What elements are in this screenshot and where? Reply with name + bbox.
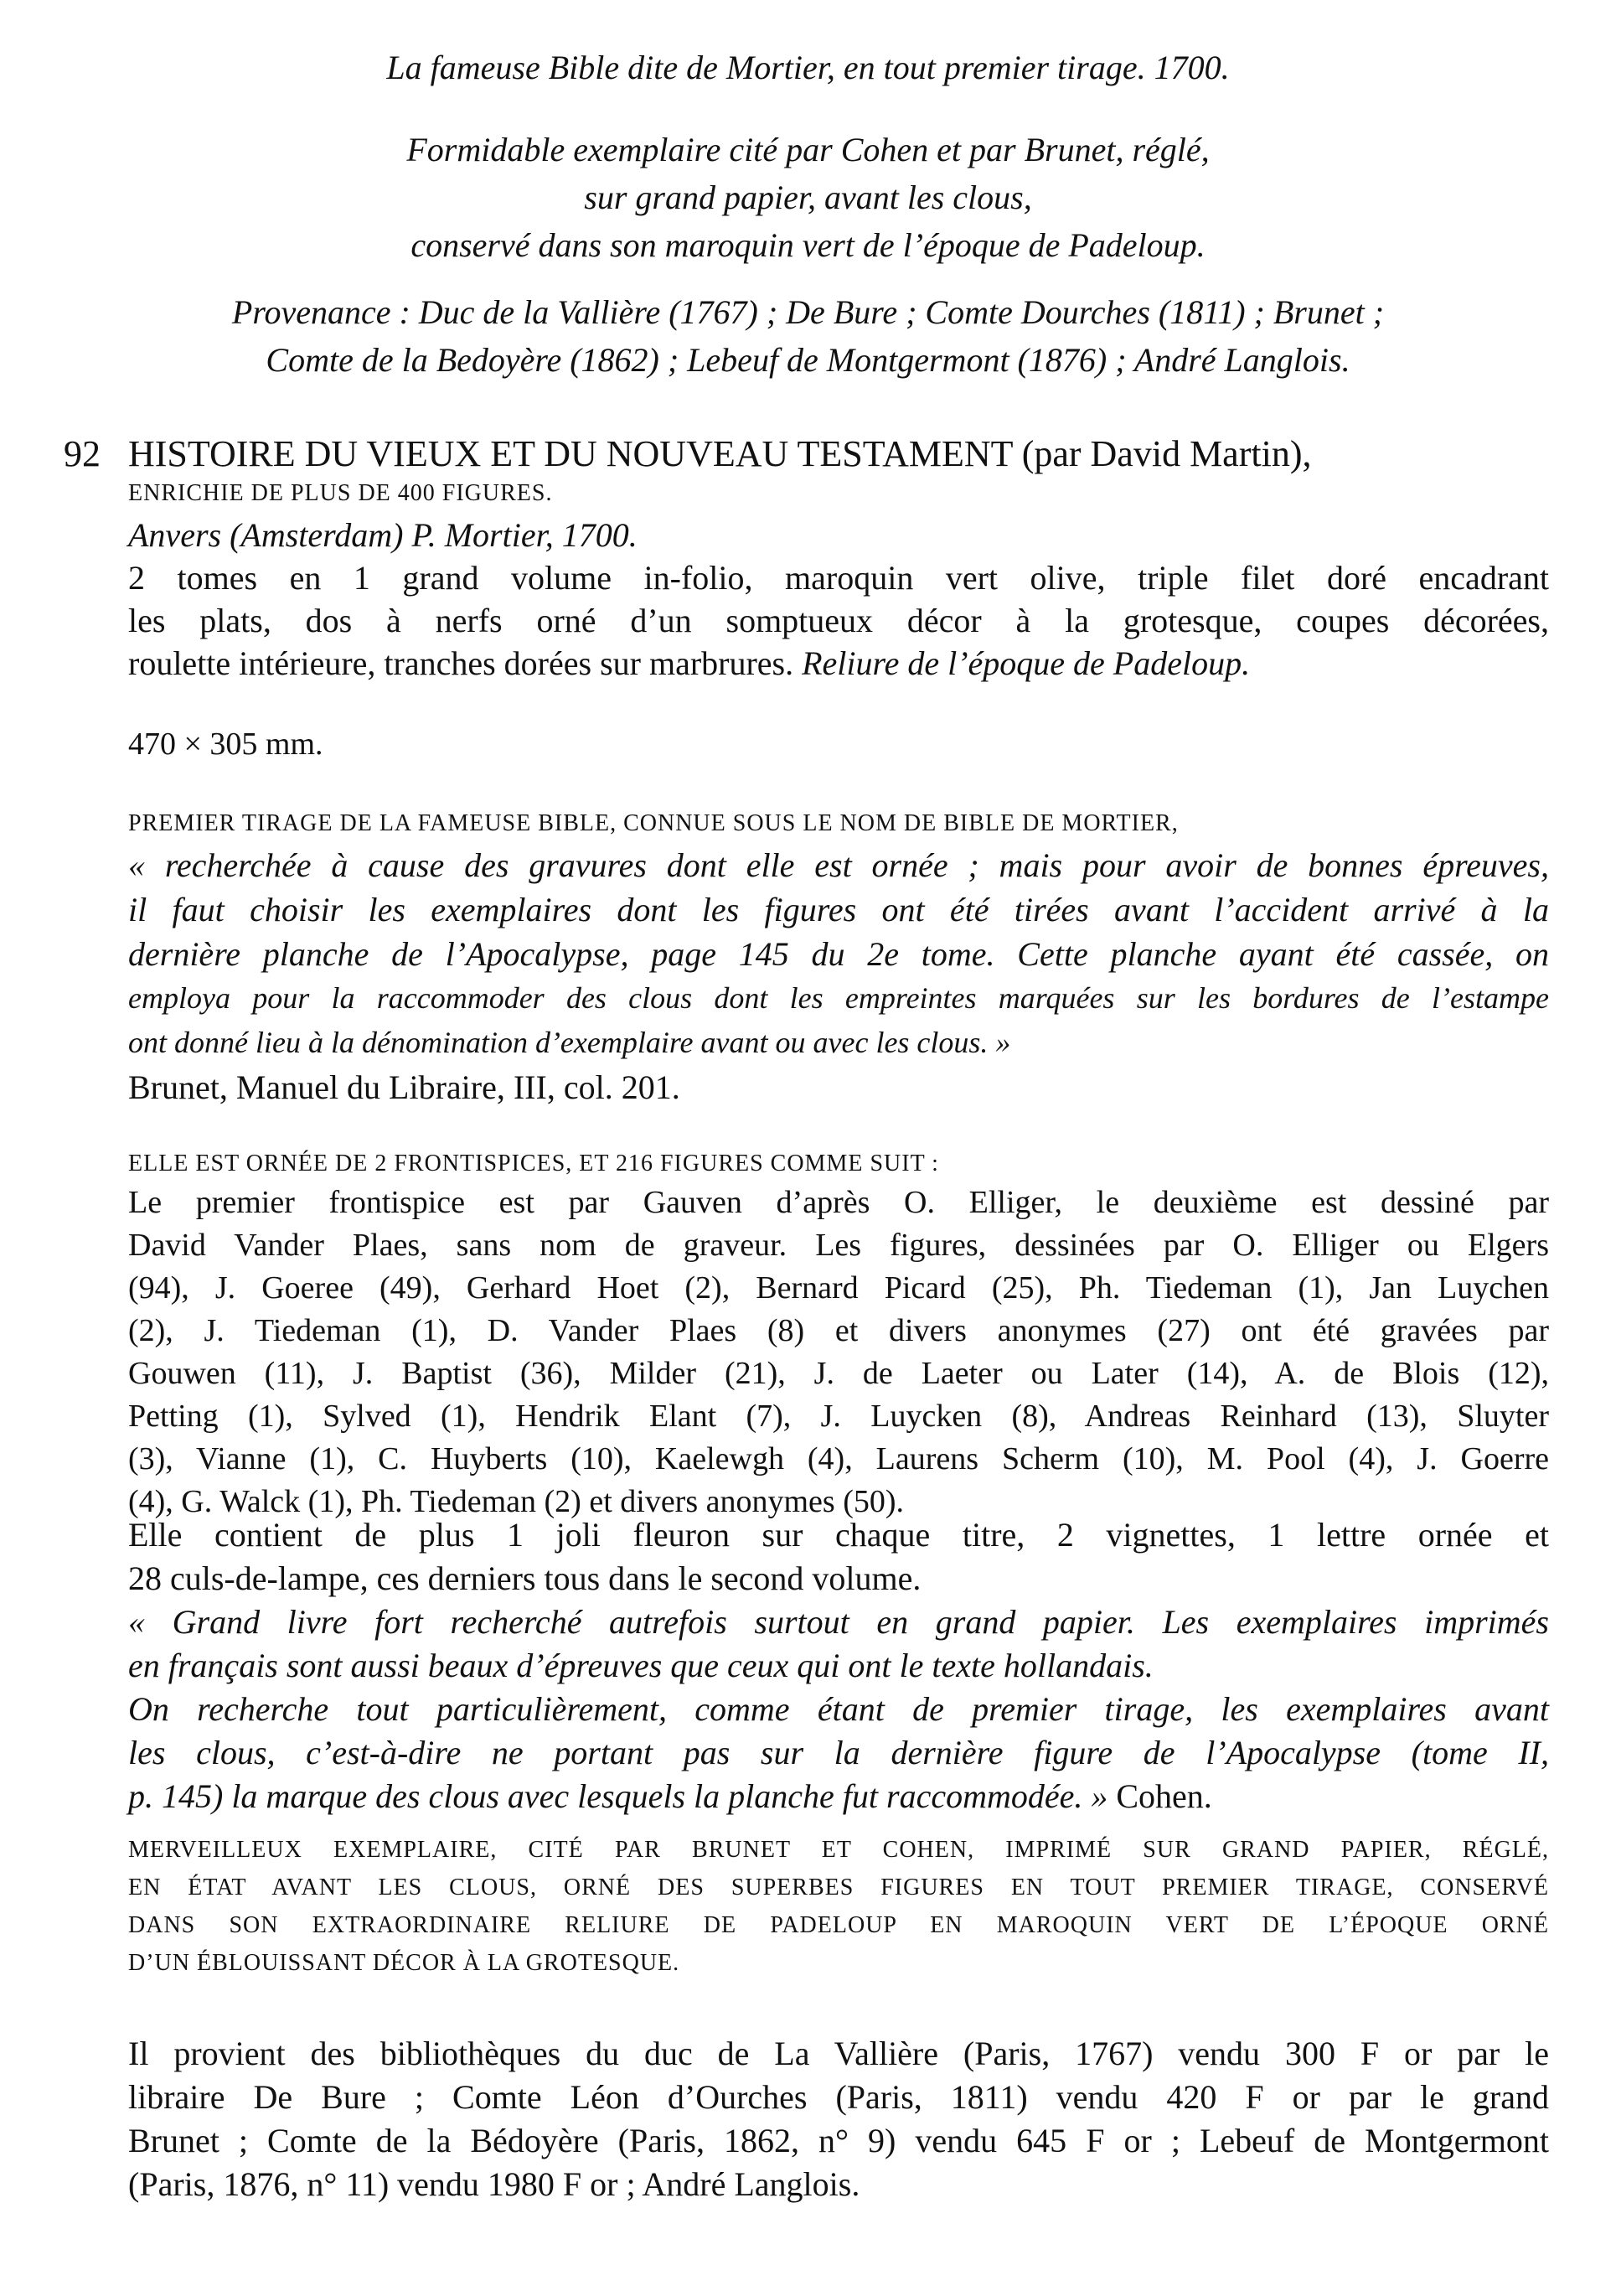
contents-section: [128, 1513, 1549, 1818]
header-title: La fameuse Bible dite de Mortier, en tout premier tirage. 1700.: [386, 49, 1230, 86]
binding-last: roulette intérieure, tranches dorées sur marbrures.: [128, 644, 794, 682]
provenance-line: Provenance : Duc de la Vallière (1767) ; De Bure ; Comte Dourches (1811) ; Brunet ;: [231, 293, 1385, 331]
cohen-quote-line: « Grand livre fort recherché autrefois surtout en grand papier. Les exemplaires imprimés: [128, 1603, 1549, 1641]
first-printing-section: [128, 804, 1549, 1109]
figures-line: (94), J. Goeree (49), Gerhard Hoet (2), Bernard Picard (25), Ph. Tiedeman (1), Jan Luychen: [128, 1270, 1549, 1306]
quote-line: employa pour la raccommoder des clous dont les empreintes marquées sur les bordures de l’estampe: [128, 981, 1549, 1015]
summary-line: Formidable exemplaire cité par Cohen et par Brunet, réglé,: [406, 131, 1210, 168]
header-summary: [0, 126, 1616, 269]
contents-line: 28 culs-de-lampe, ces derniers tous dans le second volume.: [128, 1559, 922, 1597]
quote-line: il faut choisir les exemplaires dont les figures ont été tirées avant l’accident arrivé à la: [128, 891, 1549, 928]
quote-line: « recherchée à cause des gravures dont elle est ornée ; mais pour avoir de bonnes épreuves,: [128, 846, 1549, 884]
remarkable-line: EN ÉTAT AVANT LES CLOUS, ORNÉ DES SUPERBES FIGURES EN TOUT PREMIER TIRAGE, CONSERVÉ: [128, 1875, 1549, 1900]
header-line: [0, 44, 1616, 91]
figures-line: (2), J. Tiedeman (1), D. Vander Plaes (8) et divers anonymes (27) ont été gravées par: [128, 1313, 1549, 1348]
remarkable-line: DANS SON EXTRAORDINAIRE RELIURE DE PADELOUP EN MAROQUIN VERT DE L’ÉPOQUE ORNÉ: [128, 1912, 1549, 1938]
provenance-detail-line: Il provient des bibliothèques du duc de La Vallière (Paris, 1767) vendu 300 F or par le: [128, 2035, 1549, 2072]
first-printing-heading: PREMIER TIRAGE DE LA FAMEUSE BIBLE, CONNUE SOUS LE NOM DE BIBLE DE MORTIER,: [128, 810, 1179, 836]
quote-line: dernière planche de l’Apocalypse, page 145 du 2e tome. Cette planche ayant été cassée, on: [128, 935, 1549, 973]
summary-line: sur grand papier, avant les clous,: [584, 178, 1032, 216]
quote-last-line: ont donné lieu à la dénomination d’exemplaire avant ou avec les clous. »: [128, 1026, 1011, 1059]
lot-imprint: Anvers (Amsterdam) P. Mortier, 1700.: [128, 516, 638, 554]
cohen-quote-line: en français sont aussi beaux d’épreuves que ceux qui ont le texte hollandais.: [128, 1647, 1154, 1684]
remarkable-copy-section: [128, 1831, 1549, 1982]
provenance-detail-line: Brunet ; Comte de la Bédoyère (Paris, 1862, n° 9) vendu 645 F or ; Lebeuf de Montgermont: [128, 2122, 1549, 2159]
binding-line: les plats, dos à nerfs orné d’un somptueux décor à la grotesque, coupes décorées,: [128, 602, 1549, 639]
remarkable-line: MERVEILLEUX EXEMPLAIRE, CITÉ PAR BRUNET ET COHEN, IMPRIMÉ SUR GRAND PAPIER, RÉGLÉ,: [128, 1837, 1549, 1863]
cohen-source: Cohen.: [1116, 1777, 1212, 1815]
summary-line: conservé dans son maroquin vert de l’époque de Padeloup.: [410, 226, 1206, 264]
contents-line: Elle contient de plus 1 joli fleuron sur chaque titre, 2 vignettes, 1 lettre ornée et: [128, 1516, 1549, 1554]
citation: Brunet, Manuel du Libraire, III, col. 201.: [128, 1068, 680, 1106]
header-provenance: [0, 288, 1616, 384]
figures-line: Petting (1), Sylved (1), Hendrik Elant (7), J. Luycken (8), Andreas Reinhard (13), Sluyter: [128, 1399, 1549, 1434]
provenance-detail-line: libraire De Bure ; Comte Léon d’Ourches (Paris, 1811) vendu 420 F or par le grand: [128, 2078, 1549, 2116]
remarkable-last-line: D’UN ÉBLOUISSANT DÉCOR À LA GROTESQUE.: [128, 1950, 680, 1976]
binding-last-line: [128, 642, 1549, 685]
figures-line: Gouwen (11), J. Baptist (36), Milder (21), J. de Laeter ou Later (14), A. de Blois (12),: [128, 1356, 1549, 1391]
figures-section: [128, 1146, 1549, 1523]
binding-line: 2 tomes en 1 grand volume in-folio, maroquin vert olive, triple filet doré encadrant: [128, 559, 1549, 597]
cohen-quote-line: les clous, c’est-à-dire ne portant pas sur la dernière figure de l’Apocalypse (tome II,: [128, 1734, 1549, 1771]
figures-last-line: (4), G. Walck (1), Ph. Tiedeman (2) et divers anonymes (50).: [128, 1484, 905, 1519]
figures-line: Le premier frontispice est par Gauven d’après O. Elliger, le deuxième est dessiné par: [128, 1185, 1549, 1220]
lot-number: 92: [64, 433, 101, 474]
cohen-quote-last-line: [128, 1775, 1549, 1818]
figures-line: (3), Vianne (1), C. Huyberts (10), Kaelewgh (4), Laurens Scherm (10), M. Pool (4), J. Goerre: [128, 1441, 1549, 1476]
cohen-quote-line: On recherche tout particulièrement, comme étant de premier tirage, les exemplaires avant: [128, 1690, 1549, 1728]
lot-dimensions: 470 × 305 mm.: [128, 727, 323, 762]
provenance-detail-section: [128, 2032, 1549, 2206]
binding-note: Reliure de l’époque de Padeloup.: [802, 644, 1251, 682]
figures-heading: ELLE EST ORNÉE DE 2 FRONTISPICES, ET 216 FIGURES COMME SUIT :: [128, 1151, 939, 1176]
cohen-quote-last: p. 145) la marque des clous avec lesquels la planche fut raccommodée. »: [128, 1777, 1108, 1815]
lot-subtitle: ENRICHIE DE PLUS DE 400 FIGURES.: [128, 480, 553, 506]
lot-description: [128, 473, 1549, 685]
provenance-detail-last-line: (Paris, 1876, n° 11) vendu 1980 F or ; André Langlois.: [128, 2165, 860, 2203]
lot-title: HISTOIRE DU VIEUX ET DU NOUVEAU TESTAMENT (par David Martin),: [128, 433, 1312, 474]
provenance-line: Comte de la Bedoyère (1862) ; Lebeuf de Montgermont (1876) ; André Langlois.: [266, 341, 1350, 379]
figures-line: David Vander Plaes, sans nom de graveur. Les figures, dessinées par O. Elliger ou Elgers: [128, 1228, 1549, 1263]
